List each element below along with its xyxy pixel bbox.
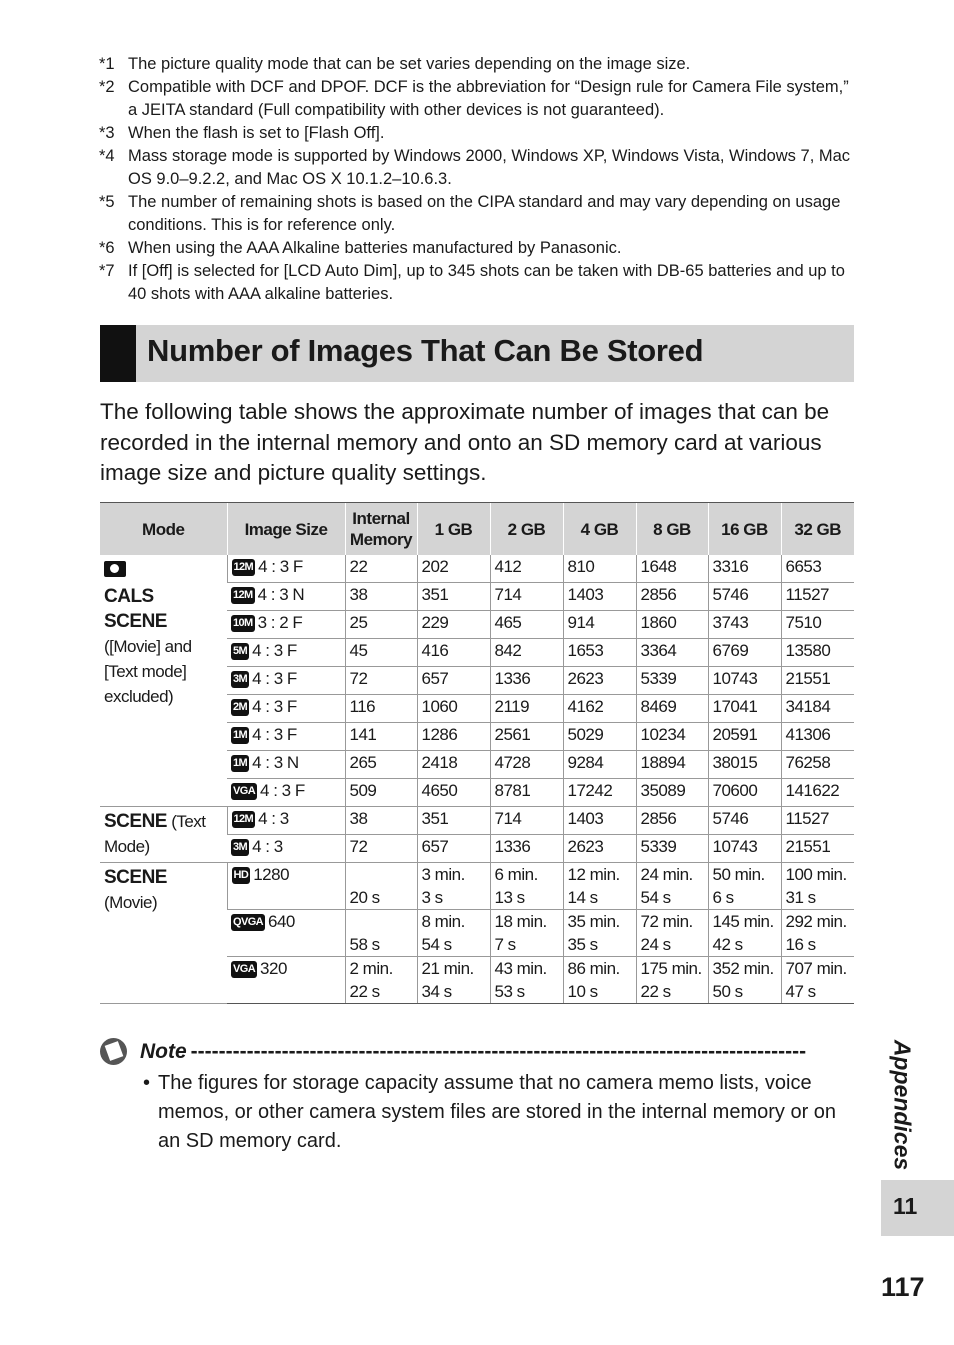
count-cell: 22 <box>345 555 417 583</box>
chapter-tab <box>881 1180 954 1236</box>
count-cell: 10234 <box>636 723 708 751</box>
image-size-label: 4 : 3 <box>258 809 289 828</box>
count-cell: 21551 <box>781 835 854 863</box>
count-cell: 5339 <box>636 835 708 863</box>
mode-label: (Text Mode) <box>104 812 206 856</box>
count-cell: 3364 <box>636 639 708 667</box>
note-heading-line <box>100 1038 854 1065</box>
header-16gb: 16 GB <box>708 503 781 556</box>
count-cell: 3316 <box>708 555 781 583</box>
count-cell: 72 <box>345 835 417 863</box>
count-cell: 1336 <box>490 835 563 863</box>
duration-minutes: 50 min. <box>712 865 765 884</box>
image-size-icon: QVGA <box>231 914 265 931</box>
duration-cell <box>490 957 563 1004</box>
footnote-text: Mass storage mode is supported by Windows 2000, Windows XP, Windows Vista, Windows 7, Mac OS 9.0–9.2.2, and Mac OS X 10.1.2–10.6.3. <box>128 147 851 188</box>
duration-cell <box>345 910 417 957</box>
note-text: The figures for storage capacity assume that no camera memo lists, voice memos, or other camera system files are stored in the internal memory or on an SD memory card. <box>158 1072 837 1152</box>
image-size-icon: 12M <box>232 811 256 828</box>
footnotes <box>99 53 859 306</box>
count-cell: 4162 <box>563 695 636 723</box>
duration-seconds: 53 s <box>494 982 525 1001</box>
note-divider: ---------------------------------------------------------------------------------------- <box>190 1039 807 1063</box>
duration-seconds: 13 s <box>494 888 525 907</box>
image-size-label: 4 : 3 F <box>260 781 305 800</box>
image-size-icon: 12M <box>232 559 256 576</box>
count-cell: 38 <box>345 583 417 611</box>
duration-seconds: 31 s <box>785 888 816 907</box>
footnote-text: The picture quality mode that can be set varies depending on the image size. <box>128 55 691 73</box>
duration-cell <box>417 957 490 1004</box>
duration-minutes: 18 min. <box>494 912 547 931</box>
image-size-cell <box>227 751 345 779</box>
duration-minutes: 100 min. <box>785 865 847 884</box>
count-cell: 351 <box>417 583 490 611</box>
duration-seconds: 50 s <box>712 982 743 1001</box>
duration-cell <box>490 910 563 957</box>
duration-minutes: 2 min. <box>349 959 393 978</box>
count-cell: 17041 <box>708 695 781 723</box>
duration-cell <box>781 910 854 957</box>
duration-seconds: 54 s <box>640 888 671 907</box>
note-list-item <box>143 1069 854 1156</box>
duration-minutes: 35 min. <box>567 912 620 931</box>
table-row <box>100 863 854 910</box>
count-cell: 18894 <box>636 751 708 779</box>
footnote-mark: *5 <box>99 193 115 211</box>
count-cell: 7510 <box>781 611 854 639</box>
count-cell: 11527 <box>781 807 854 835</box>
count-cell: 1653 <box>563 639 636 667</box>
duration-cell <box>781 957 854 1004</box>
count-cell: 10743 <box>708 835 781 863</box>
count-cell: 76258 <box>781 751 854 779</box>
duration-cell <box>636 910 708 957</box>
duration-minutes: 175 min. <box>640 959 702 978</box>
count-cell: 714 <box>490 583 563 611</box>
count-cell: 70600 <box>708 779 781 807</box>
count-cell: 351 <box>417 807 490 835</box>
image-size-cell <box>227 695 345 723</box>
count-cell: 2856 <box>636 807 708 835</box>
image-size-icon: 2M <box>231 699 249 716</box>
image-size-label: 4 : 3 F <box>252 697 297 716</box>
footnote-mark: *7 <box>99 262 115 280</box>
count-cell: 1860 <box>636 611 708 639</box>
count-cell: 1648 <box>636 555 708 583</box>
image-size-icon: HD <box>232 867 251 884</box>
count-cell: 9284 <box>563 751 636 779</box>
count-cell: 1060 <box>417 695 490 723</box>
duration-cell <box>417 863 490 910</box>
count-cell: 412 <box>490 555 563 583</box>
count-cell: 4728 <box>490 751 563 779</box>
count-cell: 1403 <box>563 583 636 611</box>
duration-minutes: 352 min. <box>712 959 774 978</box>
duration-cell <box>708 957 781 1004</box>
image-size-label: 3 : 2 F <box>257 613 303 632</box>
footnote-mark: *4 <box>99 147 115 165</box>
count-cell: 38 <box>345 807 417 835</box>
duration-seconds: 54 s <box>421 935 452 954</box>
image-size-cell <box>227 863 345 910</box>
duration-seconds: 58 s <box>349 935 380 954</box>
bullet-icon: • <box>143 1072 151 1094</box>
footnote-text: If [Off] is selected for [LCD Auto Dim], up to 345 shots can be taken with DB-65 batteries and up to 40 shots with AAA alkaline batteries. <box>128 262 845 303</box>
image-size-label: 640 <box>268 912 295 931</box>
duration-minutes <box>350 863 413 886</box>
image-size-cell <box>227 583 345 611</box>
count-cell: 1336 <box>490 667 563 695</box>
intro-paragraph: The following table shows the approximate number of images that can be recorded in the internal memory and onto an SD memory card at various image size and picture quality settings. <box>100 399 830 485</box>
duration-minutes: 43 min. <box>494 959 547 978</box>
count-cell: 10743 <box>708 667 781 695</box>
image-size-label: 4 : 3 F <box>252 669 297 688</box>
image-size-icon: 1M <box>231 755 249 772</box>
count-cell: 714 <box>490 807 563 835</box>
image-size-icon: 1M <box>231 727 249 744</box>
duration-seconds: 22 s <box>349 982 380 1001</box>
count-cell: 5746 <box>708 807 781 835</box>
image-size-label: 1280 <box>253 865 290 884</box>
note-pencil-icon <box>100 1038 127 1065</box>
image-size-cell <box>227 667 345 695</box>
duration-cell <box>563 910 636 957</box>
count-cell: 45 <box>345 639 417 667</box>
count-cell: 2623 <box>563 835 636 863</box>
image-size-cell <box>227 779 345 807</box>
count-cell: 72 <box>345 667 417 695</box>
scene-mode-icon: SCENE <box>104 811 167 832</box>
footnote-mark: *1 <box>99 55 115 73</box>
footnote <box>99 191 859 237</box>
duration-minutes <box>350 910 413 933</box>
header-internal-memory: Internal Memory <box>345 503 417 556</box>
image-size-cell <box>227 723 345 751</box>
side-section-label <box>882 1040 922 1170</box>
duration-cell <box>781 863 854 910</box>
image-size-label: 4 : 3 F <box>252 725 297 744</box>
duration-cell <box>490 863 563 910</box>
count-cell: 17242 <box>563 779 636 807</box>
image-size-label: 4 : 3 N <box>257 585 305 604</box>
count-cell: 1286 <box>417 723 490 751</box>
mode-note: ([Movie] and [Text mode] excluded) <box>104 637 192 706</box>
image-size-cell <box>227 835 345 863</box>
scene-mode-icon: SCENE <box>104 867 167 888</box>
footnote-text: The number of remaining shots is based on the CIPA standard and may vary depending on usage conditions. This is for reference only. <box>128 193 841 234</box>
duration-cell <box>345 863 417 910</box>
footnote-mark: *2 <box>99 78 115 96</box>
image-size-icon: VGA <box>231 783 257 800</box>
count-cell: 2418 <box>417 751 490 779</box>
footnote-text: When using the AAA Alkaline batteries manufactured by Panasonic. <box>128 239 622 257</box>
count-cell: 5746 <box>708 583 781 611</box>
image-size-icon: 3M <box>231 839 249 856</box>
footnote <box>99 122 859 145</box>
footnote-text: When the flash is set to [Flash Off]. <box>128 124 385 142</box>
duration-minutes: 145 min. <box>712 912 774 931</box>
duration-seconds: 47 s <box>785 982 816 1001</box>
duration-cell <box>636 957 708 1004</box>
count-cell: 5029 <box>563 723 636 751</box>
note-section <box>100 1038 854 1156</box>
duration-cell <box>708 910 781 957</box>
duration-cell <box>563 863 636 910</box>
header-4gb: 4 GB <box>563 503 636 556</box>
count-cell: 2856 <box>636 583 708 611</box>
count-cell: 2623 <box>563 667 636 695</box>
count-cell: 2119 <box>490 695 563 723</box>
count-cell: 810 <box>563 555 636 583</box>
count-cell: 914 <box>563 611 636 639</box>
table-row <box>100 807 854 835</box>
page-number: 117 <box>881 1272 925 1302</box>
image-size-label: 4 : 3 <box>252 837 283 856</box>
count-cell: 509 <box>345 779 417 807</box>
count-cell: 842 <box>490 639 563 667</box>
camera-icon <box>104 561 126 577</box>
count-cell: 8469 <box>636 695 708 723</box>
count-cell: 5339 <box>636 667 708 695</box>
count-cell: 6653 <box>781 555 854 583</box>
footnote <box>99 145 859 191</box>
duration-seconds: 3 s <box>421 888 443 907</box>
duration-seconds: 24 s <box>640 935 671 954</box>
duration-minutes: 6 min. <box>494 865 538 884</box>
duration-seconds: 42 s <box>712 935 743 954</box>
table-row <box>100 555 854 583</box>
mode-cell <box>100 863 227 1004</box>
footnote-mark: *3 <box>99 124 115 142</box>
count-cell: 141622 <box>781 779 854 807</box>
count-cell: 21551 <box>781 667 854 695</box>
image-size-cell <box>227 910 345 957</box>
duration-minutes: 292 min. <box>785 912 847 931</box>
count-cell: 416 <box>417 639 490 667</box>
image-size-cell <box>227 957 345 1004</box>
count-cell: 141 <box>345 723 417 751</box>
count-cell: 11527 <box>781 583 854 611</box>
duration-seconds: 35 s <box>567 935 598 954</box>
duration-cell <box>636 863 708 910</box>
table-header-row <box>100 503 854 556</box>
count-cell: 2561 <box>490 723 563 751</box>
duration-seconds: 16 s <box>785 935 816 954</box>
count-cell: 34184 <box>781 695 854 723</box>
duration-seconds: 14 s <box>567 888 598 907</box>
count-cell: 3743 <box>708 611 781 639</box>
count-cell: 20591 <box>708 723 781 751</box>
count-cell: 25 <box>345 611 417 639</box>
footnote-text: Compatible with DCF and DPOF. DCF is the abbreviation for “Design rule for Camera File system,” a JEITA standard (Full compatibility with other devices is not guaranteed). <box>128 78 849 119</box>
count-cell: 38015 <box>708 751 781 779</box>
duration-seconds: 7 s <box>494 935 516 954</box>
section-title-bar <box>100 325 854 382</box>
count-cell: 465 <box>490 611 563 639</box>
header-mode: Mode <box>100 503 227 556</box>
image-size-icon: VGA <box>231 961 257 978</box>
duration-cell <box>563 957 636 1004</box>
count-cell: 35089 <box>636 779 708 807</box>
chapter-number: 11 <box>893 1193 918 1219</box>
image-size-cell <box>227 639 345 667</box>
header-image-size: Image Size <box>227 503 345 556</box>
side-label-text: Appendices <box>889 1039 916 1171</box>
header-8gb: 8 GB <box>636 503 708 556</box>
count-cell: 8781 <box>490 779 563 807</box>
scene-mode-icon: SCENE <box>104 611 167 632</box>
image-size-icon: 5M <box>231 643 249 660</box>
duration-minutes: 8 min. <box>421 912 465 931</box>
header-1gb: 1 GB <box>417 503 490 556</box>
footnote <box>99 237 859 260</box>
count-cell: 202 <box>417 555 490 583</box>
duration-minutes: 24 min. <box>640 865 693 884</box>
title-block-marker <box>100 325 136 382</box>
image-size-label: 4 : 3 F <box>252 641 297 660</box>
duration-minutes: 3 min. <box>421 865 465 884</box>
header-2gb: 2 GB <box>490 503 563 556</box>
mode-label: (Movie) <box>104 893 158 912</box>
section-title: Number of Images That Can Be Stored <box>147 333 704 368</box>
image-size-icon: 3M <box>231 671 249 688</box>
duration-minutes: 707 min. <box>785 959 847 978</box>
image-size-label: 320 <box>260 959 287 978</box>
count-cell: 1403 <box>563 807 636 835</box>
duration-minutes: 86 min. <box>567 959 620 978</box>
duration-seconds: 10 s <box>567 982 598 1001</box>
footnote <box>99 53 859 76</box>
duration-seconds: 6 s <box>712 888 734 907</box>
duration-seconds: 22 s <box>640 982 671 1001</box>
duration-minutes: 12 min. <box>567 865 620 884</box>
cals-mode-icon: CALS <box>104 586 154 607</box>
duration-cell <box>345 957 417 1004</box>
count-cell: 657 <box>417 835 490 863</box>
duration-cell <box>708 863 781 910</box>
storage-table <box>100 502 854 1004</box>
image-size-cell <box>227 611 345 639</box>
image-size-icon: 12M <box>231 587 255 604</box>
duration-seconds: 20 s <box>349 888 380 907</box>
image-size-label: 4 : 3 N <box>252 753 299 772</box>
count-cell: 13580 <box>781 639 854 667</box>
count-cell: 229 <box>417 611 490 639</box>
mode-cell <box>100 807 227 863</box>
duration-minutes: 72 min. <box>640 912 693 931</box>
count-cell: 41306 <box>781 723 854 751</box>
count-cell: 116 <box>345 695 417 723</box>
image-size-label: 4 : 3 F <box>258 557 303 576</box>
image-size-cell <box>227 555 345 583</box>
count-cell: 265 <box>345 751 417 779</box>
count-cell: 657 <box>417 667 490 695</box>
image-size-cell <box>227 807 345 835</box>
mode-cell <box>100 555 227 807</box>
footnote <box>99 76 859 122</box>
count-cell: 6769 <box>708 639 781 667</box>
note-heading: Note <box>140 1039 187 1063</box>
footnote-mark: *6 <box>99 239 115 257</box>
duration-seconds: 34 s <box>421 982 452 1001</box>
duration-minutes: 21 min. <box>421 959 474 978</box>
header-32gb: 32 GB <box>781 503 854 556</box>
footnote <box>99 260 859 306</box>
image-size-icon: 10M <box>231 615 255 632</box>
duration-cell <box>417 910 490 957</box>
count-cell: 4650 <box>417 779 490 807</box>
